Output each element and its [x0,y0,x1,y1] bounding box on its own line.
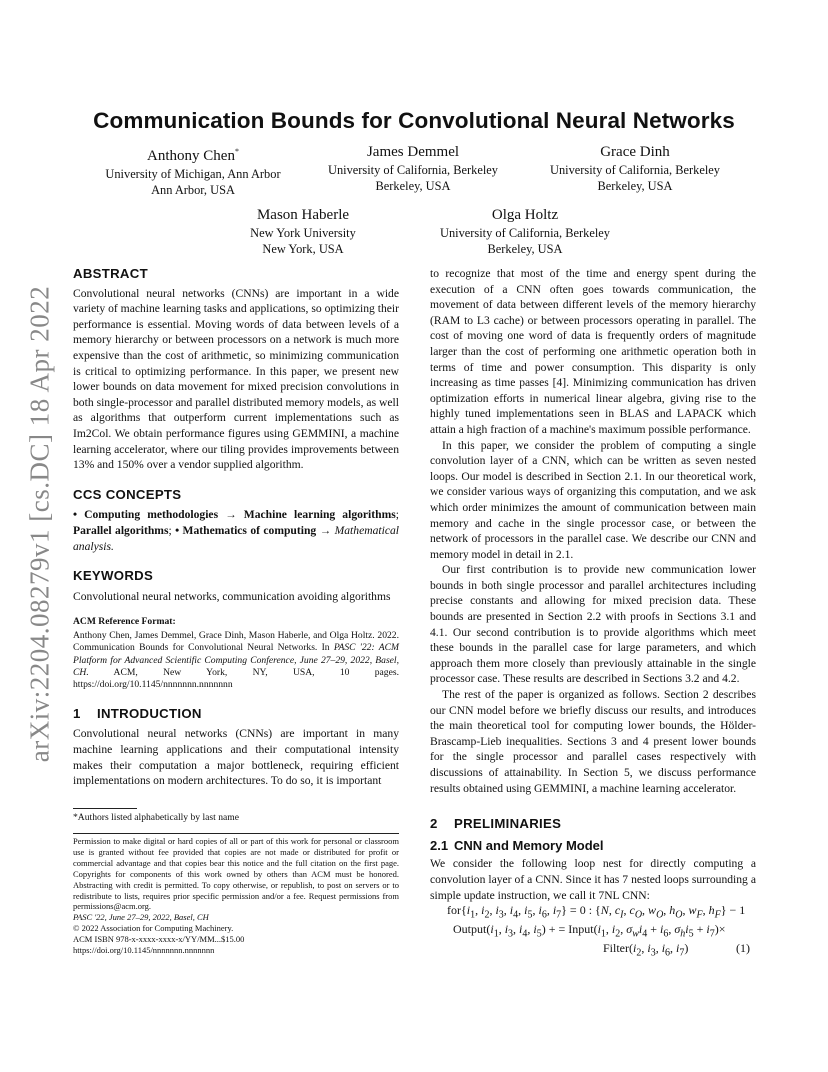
acm-reference-authors: Anthony Chen, James Demmel, Grace Dinh, Mason Haberle, and Olga Holtz. 2022. Communication Bounds for Convolutional Neural Networks. In [73,629,399,654]
author-location: Berkeley, USA [597,179,673,194]
equation-line-1: $for\{i_1$, $i_2$, $i_3$, $i_4$, $i_5$, $i_6$, $i_7\} = 0$ : {N, $c_I$, $c_O$, $w_O$, $h_O$, $w_F$, $h_F\} - 1$ [447,903,746,921]
author-location: New York, USA [262,242,344,257]
footnote-rule [73,808,137,809]
author-block [298,142,528,194]
subsection-heading [430,838,756,854]
isbn-line: ACM ISBN 978-x-xxxx-xxxx-x/YY/MM...$15.00 [73,934,245,945]
author-block [78,142,308,198]
author-name: Grace Dinh [600,144,670,160]
ccs-concepts: • Computing methodologies → Machine learning algorithms; Parallel algorithms; • Mathematics of computing → Mathematical analysis. [73,508,399,553]
author-name: Olga Holtz [491,207,559,223]
ccs-concept: Parallel algorithms [73,523,169,537]
right-column [430,266,756,903]
author-affiliation: University of California, Berkeley [328,163,498,177]
intro-text-left: Convolutional neural networks (CNNs) are important in many machine learning applications and their computational intensity makes their computation a major bottleneck, requiring efficient implementations on modern architectures. To do so, it is important [73,727,399,788]
author-name: Anthony Chen [147,148,235,164]
section-title: INTRODUCTION [97,705,202,721]
section-title: PRELIMINARIES [454,816,562,832]
permission-block [73,836,399,956]
author-affiliation: New York University [250,226,356,240]
author-location: Berkeley, USA [487,242,563,257]
acm-reference-rest: ACM, New York, NY, USA, 10 pages. https://doi.org/10.1145/nnnnnnn.nnnnnnn [73,666,399,691]
equation-number: (1) [736,941,750,955]
intro-paragraph: Our first contribution is to provide new communication lower bounds in both single processor and parallel architectures including precise constants and allowing for mixed precision data. These bounds are presented in Section 2.2 with proofs in Sections 3.1 and 4.1. Our second contribution is to provide algorithms which meet these bounds in the parallel case for large parameters, and which approach them more closely than previously attainable in the single processor case. These results are described in Sections 3.2 and 4.2. [430,563,756,686]
intro-paragraph: to recognize that most of the time and energy spent during the execution of a CNN often goes towards communication, the movement of data between different levels of the memory hierarchy (RAM to L3 cache) or between processors operating in parallel. The cost of moving one word of data is frequently orders of magnitude larger than the cost of performing one arithmetic operation both in terms of time and power consumption. This disparity is only increasing as time passes [4]. Minimizing communication has driven optimization efforts in numerical linear algebra, giving rise to the highly tuned implementations seen in BLAS and LAPACK which attain a high fraction of a machine's maximum possible performance. [430,267,756,436]
author-block [410,205,640,257]
ccs-concept: • Computing methodologies → Machine learning algorithms [73,508,396,522]
section-heading [430,816,756,832]
author-footnote-mark: * [234,147,239,156]
acm-reference-venue: PASC '22: ACM Platform for Advanced Scientific Computing Conference, June 27–29, 2022, Basel, CH. [73,642,399,678]
author-affiliation: University of Michigan, Ann Arbor [105,167,281,181]
abstract-heading: ABSTRACT [73,266,148,281]
author-block [520,142,750,194]
keywords-text: Convolutional neural networks, communication avoiding algorithms [73,589,391,603]
paper-title: Communication Bounds for Convolutional Neural Networks [93,108,735,133]
ccs-heading: CCS CONCEPTS [73,486,182,502]
intro-paragraph: The rest of the paper is organized as follows. Section 2 describes our CNN model before we briefly discuss our results, and introduces the main theoretical tool for computing lower bounds, the Hölder-Brascamp-Lieb inequalities. Sections 3 and 4 present lower bounds for the single processor and parallel cases respectively with discussions of attainability. In Section 5, we discuss performance results obtained using GEMMINI, a machine learning accelerator. [430,688,756,795]
prelim-text: We consider the following loop nest for directly computing a convolution layer of a CNN. Since it has 7 nested loops surrounding a simple update instruction, we call it 7NL CNN: [430,857,756,902]
author-name: James Demmel [366,144,460,160]
permission-rule [73,833,399,834]
author-affiliation: University of California, Berkeley [550,163,720,177]
author-block [188,205,418,257]
footnote: *Authors listed alphabetically by last name [73,812,239,823]
abstract-text: Convolutional neural networks (CNNs) are important in a wide variety of machine learning tasks and applications, so optimizing their performance is essential. Moving words of data between levels of a memory hierarchy or between processors on a network is much more expensive than the cost of arithmetic, so minimizing communication is critical to optimizing performance. In this paper, we present new lower bounds on data movement for mixed precision convolutions in both single-processor and parallel distributed memory models, as well as algorithms that outperform current implementations such as Im2Col. We obtain performance figures using GEMMINI, a machine learning accelerator, where our tiling provides improvements between 13% and 150% over a vendor supplied algorithm. [73,286,399,472]
intro-paragraph: In this paper, we consider the problem of computing a single convolution layer of a CNN, which can be written as seven nested loops. Our model is described in Section 2.1. In our theoretical work, we consider various ways of organizing this computation, and we ask which order minimizes the amount of communication between main memory and cache in the single processor case, or between the network of processors in the parallel case. We describe our CNN and memory model in detail in 2.1. [430,438,756,561]
permission-text: Permission to make digital or hard copies of all or part of this work for personal or classroom use is granted without fee provided that copies are not made or distributed for profit or commercial advantage and that copies bear this notice and the full citation on the first page. Copyrights for components of this work owned by others than ACM must be honored. Abstracting with credit is permitted. To copy otherwise, or republish, to post on servers or to redistribute to lists, requires prior specific permission and/or a fee. Request permissions from permissions@acm.org. [73,836,399,912]
arxiv-sidebar [22,284,58,764]
acm-reference-heading: ACM Reference Format: [73,616,176,628]
equation-line-2: $Output(i_1$, $i_3$, $i_4$, $i_5$) + = $Input(i_1$, $i_2$, $\sigma_wi_4 + i_6$, $\sigma_hi_5 + i_7)\times$ [453,922,726,940]
author-name: Mason Haberle [256,207,350,223]
left-column [73,266,399,789]
subsection-title: CNN and Memory Model [454,837,604,853]
ccs-concept: • Mathematics of computing → [175,523,332,537]
subsection-number: 2.1 [430,837,449,853]
author-location: Berkeley, USA [375,179,451,194]
acm-reference [73,616,399,691]
author-affiliation: University of California, Berkeley [440,226,610,240]
arxiv-id: arXiv:2204.08279v1 [cs.DC] 18 Apr 2022 [24,285,55,763]
copyright-line: © 2022 Association for Computing Machinery. [73,923,234,934]
section-number: 2 [430,816,438,832]
keywords-heading: KEYWORDS [73,568,154,584]
doi-link[interactable]: https://doi.org/10.1145/nnnnnnn.nnnnnnn [73,945,215,956]
conference-line: PASC '22, June 27–29, 2022, Basel, CH [73,912,209,923]
section-heading [73,706,399,722]
section-number: 1 [73,705,81,721]
author-location: Ann Arbor, USA [151,183,235,198]
equation-line-3: $Filter(i_2$, $i_3$, $i_6$, $i_7$) [603,941,689,959]
ccs-concept: Mathematical analysis. [73,523,399,553]
